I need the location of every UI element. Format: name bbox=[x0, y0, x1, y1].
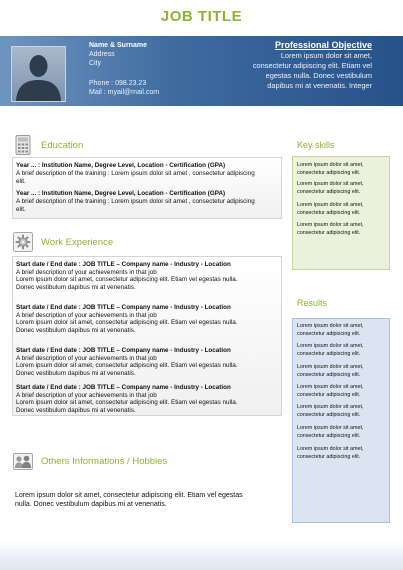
contact-block bbox=[89, 41, 159, 97]
objective-line: egestas nulla. Donec vestibulum bbox=[265, 71, 372, 80]
experience-entry-desc: Lorem ipsum dolor sit amet, consectetur adipiscing elit. Etiam vel egestas nulla. bbox=[16, 399, 238, 407]
objective-line: Lorem ipsum dolor sit amet, bbox=[280, 51, 372, 60]
gear-icon bbox=[13, 232, 33, 252]
experience-heading bbox=[13, 232, 113, 252]
calculator-icon bbox=[13, 135, 33, 155]
city: City bbox=[89, 60, 102, 67]
education-entry bbox=[16, 162, 255, 186]
result-item bbox=[297, 403, 389, 420]
people-icon bbox=[13, 451, 33, 471]
education-entry-desc: elit. bbox=[16, 206, 26, 213]
objective-line: dapibus mi at venenatis. Integer bbox=[267, 81, 372, 90]
results-box bbox=[292, 318, 390, 523]
experience-entry-heading: Start date / End date : JOB TITLE – Company name - Industry - Location bbox=[16, 261, 231, 268]
education-entry-desc: A brief description of the training : Lorem ipsum dolor sit amet , consectetur adipiscing bbox=[16, 170, 255, 177]
experience-entry bbox=[16, 347, 278, 377]
hobbies-text bbox=[15, 491, 277, 509]
person-silhouette-icon bbox=[12, 47, 65, 101]
result-item bbox=[297, 322, 389, 339]
experience-entry-desc: A brief description of your achievements in that job bbox=[16, 268, 157, 276]
skill-item-line: consectetur adipiscing elit. bbox=[297, 230, 361, 237]
education-entry-heading: Year ... : Institution Name, Degree Level, Location - Certification (GPA) bbox=[16, 162, 226, 169]
footer-band bbox=[0, 540, 403, 570]
objective-block bbox=[212, 40, 372, 91]
education-heading bbox=[13, 135, 83, 155]
objective-title: Professional Objective bbox=[274, 40, 372, 50]
hobbies-label: Others Informations / Hobbies bbox=[41, 455, 168, 467]
experience-entry-desc: A brief description of your achievements in that job bbox=[16, 311, 157, 319]
result-item-line: Lorem ipsum dolor sit amet, bbox=[297, 404, 364, 410]
result-item-line: Lorem ipsum dolor sit amet, bbox=[297, 446, 364, 452]
skill-item-line: Lorem ipsum dolor sit amet, bbox=[297, 202, 364, 208]
phone: Phone : 098.23.23 bbox=[89, 80, 147, 87]
result-item bbox=[297, 445, 389, 462]
skill-item-line: consectetur adipiscing elit. bbox=[297, 189, 361, 196]
experience-entry-desc: A brief description of your achievements in that job bbox=[16, 354, 157, 362]
page-title: JOB TITLE bbox=[160, 8, 243, 25]
result-item-line: consectetur adipiscing elit. bbox=[297, 351, 361, 358]
education-entry bbox=[16, 190, 255, 214]
hobbies-line: nulla. Donec vestibulum dapibus mi at venenatis. bbox=[15, 501, 167, 508]
experience-entry bbox=[16, 304, 278, 334]
experience-entry bbox=[16, 384, 278, 414]
experience-entry-desc: Lorem ipsum dolor sit amet, consectetur adipiscing elit. Etiam vel egestas nulla. bbox=[16, 276, 238, 284]
result-item-line: consectetur adipiscing elit. bbox=[297, 412, 361, 419]
result-item bbox=[297, 424, 389, 441]
experience-entry-heading: Start date / End date : JOB TITLE – Company name - Industry - Location bbox=[16, 384, 231, 391]
result-item-line: Lorem ipsum dolor sit amet, bbox=[297, 323, 364, 329]
email: Mail : myail@mail.com bbox=[89, 89, 160, 96]
result-item-line: consectetur adipiscing elit. bbox=[297, 392, 361, 399]
skill-item-line: Lorem ipsum dolor sit amet, bbox=[297, 162, 364, 168]
hobbies-heading bbox=[13, 451, 167, 471]
experience-entry-desc: Donec vestibulum dapibus mi at venenatis. bbox=[16, 326, 136, 334]
results-label: Results bbox=[297, 298, 328, 308]
result-item-line: Lorem ipsum dolor sit amet, bbox=[297, 384, 364, 390]
experience-entry-heading: Start date / End date : JOB TITLE – Company name - Industry - Location bbox=[16, 304, 231, 311]
full-name: Name & Surname bbox=[89, 42, 147, 49]
skill-item bbox=[297, 221, 389, 238]
experience-entry-desc: Donec vestibulum dapibus mi at venenatis. bbox=[16, 406, 136, 414]
result-item-line: Lorem ipsum dolor sit amet, bbox=[297, 364, 364, 370]
hobbies-line: Lorem ipsum dolor sit amet, consectetur adipiscing elit. Etiam vel egestas bbox=[15, 492, 243, 499]
skill-item-line: consectetur adipiscing elit. bbox=[297, 170, 361, 177]
education-entry-desc: A brief description of the training : Lorem ipsum dolor sit amet , consectetur adipiscing bbox=[16, 198, 255, 205]
result-item bbox=[297, 363, 389, 380]
skill-item-line: Lorem ipsum dolor sit amet, bbox=[297, 222, 364, 228]
skills-label: Key skills bbox=[297, 140, 335, 150]
result-item-line: Lorem ipsum dolor sit amet, bbox=[297, 343, 364, 349]
skill-item bbox=[297, 161, 389, 178]
experience-entry-desc: Lorem ipsum dolor sit amet, consectetur adipiscing elit. Etiam vel egestas nulla. bbox=[16, 362, 238, 370]
result-item-line: consectetur adipiscing elit. bbox=[297, 331, 361, 338]
address: Address bbox=[89, 51, 115, 58]
objective-line: consectetur adipiscing elit. Etiam vel bbox=[252, 61, 372, 70]
skills-box bbox=[292, 156, 390, 270]
experience-label: Work Experience bbox=[41, 236, 114, 248]
skill-item bbox=[297, 180, 389, 197]
result-item bbox=[297, 383, 389, 400]
experience-entry-heading: Start date / End date : JOB TITLE – Company name - Industry - Location bbox=[16, 347, 231, 354]
education-entry-heading: Year ... : Institution Name, Degree Level, Location - Certification (GPA) bbox=[16, 190, 226, 197]
experience-entry-desc: Lorem ipsum dolor sit amet, consectetur adipiscing elit. Etiam vel egestas nulla. bbox=[16, 319, 238, 327]
experience-entry-desc: A brief description of your achievements in that job bbox=[16, 391, 157, 399]
result-item-line: Lorem ipsum dolor sit amet, bbox=[297, 425, 364, 431]
experience-entry-desc: Donec vestibulum dapibus mi at venenatis. bbox=[16, 369, 136, 377]
result-item bbox=[297, 342, 389, 359]
profile-photo bbox=[11, 46, 66, 102]
result-item-line: consectetur adipiscing elit. bbox=[297, 433, 361, 440]
result-item-line: consectetur adipiscing elit. bbox=[297, 372, 361, 379]
skill-item-line: consectetur adipiscing elit. bbox=[297, 210, 361, 217]
experience-entry-desc: Donec vestibulum dapibus mi at venenatis. bbox=[16, 283, 136, 291]
education-entry-desc: elit. bbox=[16, 178, 26, 185]
education-label: Education bbox=[41, 139, 84, 151]
skill-item bbox=[297, 201, 389, 218]
experience-entry bbox=[16, 261, 278, 291]
skill-item-line: Lorem ipsum dolor sit amet, bbox=[297, 181, 364, 187]
result-item-line: consectetur adipiscing elit. bbox=[297, 454, 361, 461]
